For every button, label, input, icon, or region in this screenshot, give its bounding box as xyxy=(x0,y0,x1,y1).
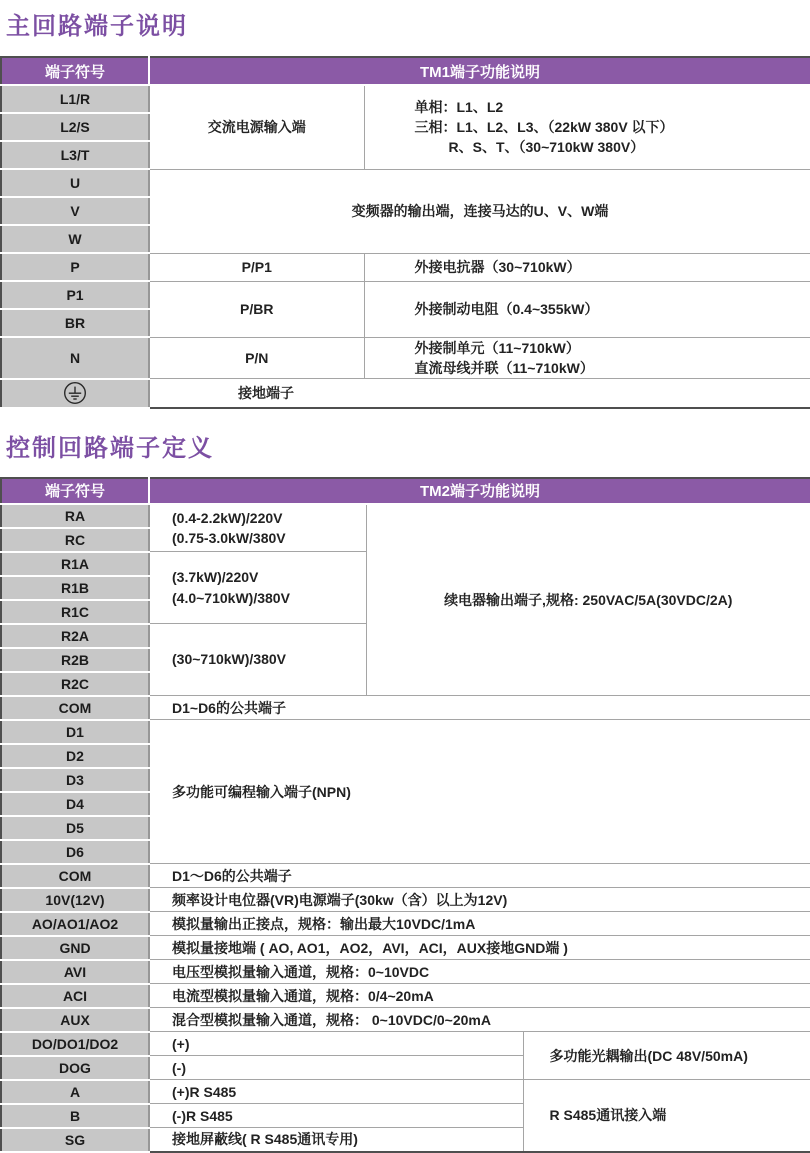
table-row xyxy=(1,912,810,936)
header-tm2-function: TM2端子功能说明 xyxy=(149,478,810,504)
terminal-symbol-cell: W xyxy=(1,225,149,253)
table-row xyxy=(1,85,810,113)
terminal-symbol-cell: L3/T xyxy=(1,141,149,169)
terminal-symbol-cell: D3 xyxy=(1,768,149,792)
terminal-symbol-cell: ACI xyxy=(1,984,149,1008)
description-cell: R S485通讯接入端 xyxy=(523,1080,810,1152)
table-row xyxy=(1,720,810,744)
terminal-symbol-cell: A xyxy=(1,1080,149,1104)
terminal-symbol-cell: AVI xyxy=(1,960,149,984)
terminal-symbol-cell: N xyxy=(1,337,149,379)
description-cell: 混合型模拟量输入通道，规格： 0~10VDC/0~20mA xyxy=(149,1008,810,1032)
description-cell: 电压型模拟量输入通道，规格：0~10VDC xyxy=(149,960,810,984)
header-terminal-symbol: 端子符号 xyxy=(1,478,149,504)
earth-ground-icon xyxy=(63,381,87,405)
desc-line: 单相：L1、L2 xyxy=(415,97,810,117)
terminal-symbol-cell: R1A xyxy=(1,552,149,576)
terminal-symbol-cell: R2B xyxy=(1,648,149,672)
function-cell: 接地屏蔽线( R S485通讯专用) xyxy=(149,1128,523,1152)
terminal-symbol-cell: D5 xyxy=(1,816,149,840)
spec-line: (0.75-3.0kW/380V xyxy=(172,528,366,548)
spec-cell xyxy=(149,624,366,696)
header-terminal-symbol: 端子符号 xyxy=(1,57,149,85)
description-cell: 频率设计电位器(VR)电源端子(30kw（含）以上为12V) xyxy=(149,888,810,912)
terminal-symbol-cell: L1/R xyxy=(1,85,149,113)
table-row xyxy=(1,696,810,720)
description-cell: 外接制动电阻（0.4~355kW） xyxy=(364,281,810,337)
spec-line: (0.4-2.2kW)/220V xyxy=(172,508,366,528)
table-header-row xyxy=(1,478,810,504)
terminal-symbol-cell: AO/AO1/AO2 xyxy=(1,912,149,936)
description-cell: D1~D6的公共端子 xyxy=(149,696,810,720)
table-row xyxy=(1,169,810,197)
page-title-main: 主回路端子说明 xyxy=(6,6,810,41)
terminal-symbol-cell: V xyxy=(1,197,149,225)
polarity-cell: (+) xyxy=(149,1032,523,1056)
description-cell: 多功能可编程输入端子(NPN) xyxy=(149,720,810,864)
table-header-row xyxy=(1,57,810,85)
spec-line: (3.7kW)/220V xyxy=(172,567,366,587)
polarity-cell: (-) xyxy=(149,1056,523,1080)
spec-line: (4.0~710kW)/380V xyxy=(172,588,366,608)
terminal-symbol-cell: D6 xyxy=(1,840,149,864)
terminal-symbol-cell: DOG xyxy=(1,1056,149,1080)
terminal-symbol-cell: R2C xyxy=(1,672,149,696)
description-cell: 模拟量输出正接点，规格：输出最大10VDC/1mA xyxy=(149,912,810,936)
terminal-symbol-cell: R1C xyxy=(1,600,149,624)
description-cell: 多功能光耦输出(DC 48V/50mA) xyxy=(523,1032,810,1080)
description-cell: 外接电抗器（30~710kW） xyxy=(364,253,810,281)
terminal-symbol-cell: D4 xyxy=(1,792,149,816)
terminal-symbol-cell: COM xyxy=(1,696,149,720)
terminal-symbol-cell: RC xyxy=(1,528,149,552)
main-terminal-table xyxy=(0,56,810,409)
terminal-symbol-cell: R1B xyxy=(1,576,149,600)
function-cell: (+)R S485 xyxy=(149,1080,523,1104)
spec-line: (30~710kW)/380V xyxy=(172,649,366,669)
spec-cell xyxy=(149,504,366,552)
page-title-control: 控制回路端子定义 xyxy=(6,428,810,463)
desc-line: 直流母线并联（11~710kW） xyxy=(415,358,810,378)
table-row xyxy=(1,936,810,960)
terminal-symbol-cell: SG xyxy=(1,1128,149,1152)
table-row xyxy=(1,504,810,528)
table-row xyxy=(1,1080,810,1104)
function-cell: P/N xyxy=(149,337,364,379)
terminal-symbol-cell: P1 xyxy=(1,281,149,309)
terminal-symbol-cell: D1 xyxy=(1,720,149,744)
terminal-symbol-cell: COM xyxy=(1,864,149,888)
desc-line: R、S、T、（30~710kW 380V） xyxy=(449,137,810,157)
table-row xyxy=(1,1008,810,1032)
terminal-symbol-cell: R2A xyxy=(1,624,149,648)
table-row xyxy=(1,337,810,379)
table-row xyxy=(1,864,810,888)
table-row xyxy=(1,960,810,984)
terminal-symbol-cell: P xyxy=(1,253,149,281)
description-cell: 续电器输出端子,规格: 250VAC/5A(30VDC/2A) xyxy=(366,504,810,696)
description-cell: 模拟量接地端 ( AO, AO1，AO2，AVI，ACI，AUX接地GND端 ) xyxy=(149,936,810,960)
control-terminal-table xyxy=(0,477,810,1153)
function-cell: (-)R S485 xyxy=(149,1104,523,1128)
table-row xyxy=(1,281,810,309)
terminal-symbol-cell: AUX xyxy=(1,1008,149,1032)
description-cell: 电流型模拟量输入通道，规格：0/4~20mA xyxy=(149,984,810,1008)
table-row xyxy=(1,379,810,408)
function-cell: P/BR xyxy=(149,281,364,337)
terminal-symbol-cell: DO/DO1/DO2 xyxy=(1,1032,149,1056)
description-cell xyxy=(364,85,810,169)
terminal-symbol-cell: 10V(12V) xyxy=(1,888,149,912)
terminal-symbol-cell: L2/S xyxy=(1,113,149,141)
function-cell: 交流电源输入端 xyxy=(149,85,364,169)
table-row xyxy=(1,253,810,281)
desc-line: 外接制单元（11~710kW） xyxy=(415,338,810,358)
terminal-symbol-cell: GND xyxy=(1,936,149,960)
terminal-symbol-cell: BR xyxy=(1,309,149,337)
function-cell: P/P1 xyxy=(149,253,364,281)
description-cell: 接地端子 xyxy=(149,379,810,408)
table-row xyxy=(1,888,810,912)
terminal-symbol-cell: U xyxy=(1,169,149,197)
description-cell: 变频器的输出端，连接马达的U、V、W端 xyxy=(149,169,810,253)
terminal-symbol-cell xyxy=(1,379,149,408)
terminal-symbol-cell: B xyxy=(1,1104,149,1128)
terminal-symbol-cell: D2 xyxy=(1,744,149,768)
table-row xyxy=(1,984,810,1008)
terminal-symbol-cell: RA xyxy=(1,504,149,528)
description-cell: D1～D6的公共端子 xyxy=(149,864,810,888)
spec-cell xyxy=(149,552,366,624)
table-row xyxy=(1,1032,810,1056)
description-cell xyxy=(364,337,810,379)
header-tm1-function: TM1端子功能说明 xyxy=(149,57,810,85)
desc-line: 三相：L1、L2、L3、（22kW 380V 以下） xyxy=(415,117,810,137)
